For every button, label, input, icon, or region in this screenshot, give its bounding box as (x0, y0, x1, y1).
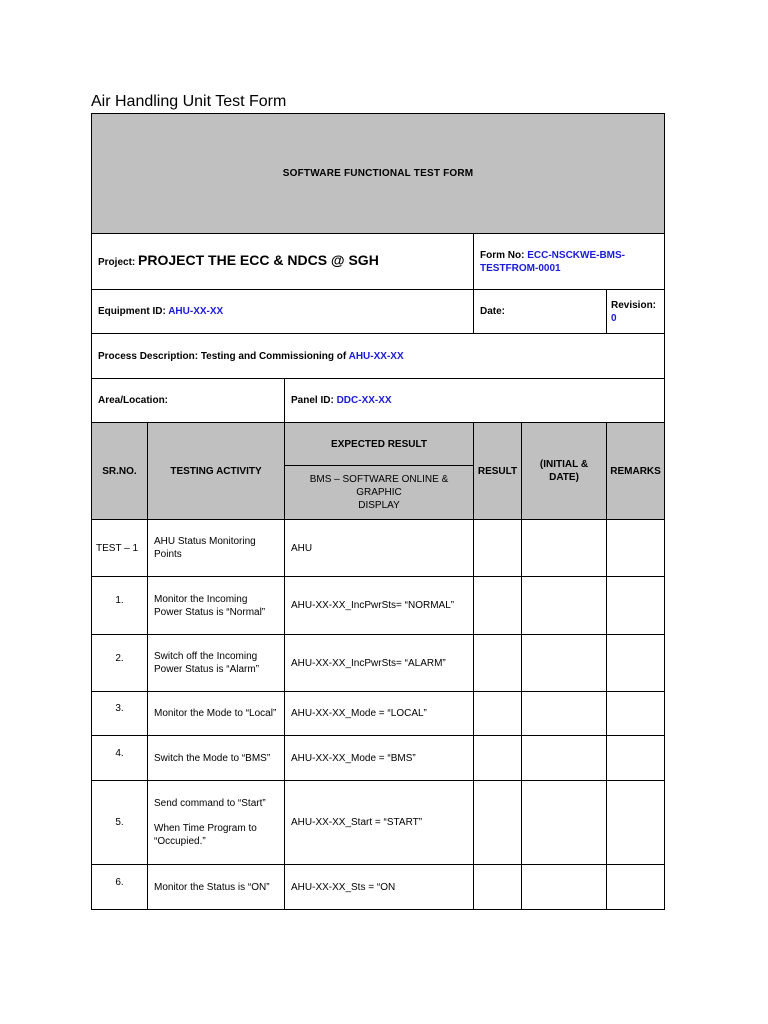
equipment-label: Equipment ID: (98, 306, 166, 317)
table-row (92, 577, 665, 635)
row-activity-line: Power Status is “Alarm” (154, 664, 260, 675)
row-remarks[interactable] (607, 781, 665, 865)
row-result[interactable] (474, 692, 522, 736)
row-sr-no (92, 781, 148, 865)
row-activity-line: Power Status is “Normal” (154, 606, 266, 618)
row-initial-date[interactable] (522, 865, 607, 910)
process-label: Process Description: Testing and Commissioning of (98, 350, 347, 362)
table-row (92, 692, 665, 736)
row-sr-no (92, 577, 148, 635)
row-sr-no-text: 3. (115, 703, 124, 714)
form-no-value-1: ECC-NSCKWE-BMS- (527, 249, 626, 261)
row-result[interactable] (474, 577, 522, 635)
row-remarks[interactable] (607, 635, 665, 692)
row-sr-no-text: 2. (115, 652, 124, 664)
row-result[interactable] (474, 736, 522, 781)
panel-cell (285, 379, 665, 423)
date-cell (474, 290, 607, 334)
row-sr-no-text: 4. (115, 747, 124, 759)
header-testing-activity: TESTING ACTIVITY (148, 423, 285, 520)
form-no-label: Form No: (480, 249, 525, 261)
equipment-value: AHU-XX-XX (168, 306, 224, 317)
row-activity-line: Monitor the Status is “ON” (154, 881, 270, 893)
row-expected: AHU (285, 520, 474, 577)
row-sr-no (92, 692, 148, 736)
equipment-cell (92, 290, 474, 334)
row-remarks[interactable] (607, 520, 665, 577)
header-expected-result: EXPECTED RESULT (285, 423, 474, 466)
row-activity (148, 865, 285, 910)
row-activity (148, 520, 285, 577)
row-activity-line: Monitor the Incoming (154, 593, 248, 605)
process-value: AHU-XX-XX (348, 350, 404, 362)
row-remarks[interactable] (607, 736, 665, 781)
header-remarks: REMARKS (607, 423, 665, 520)
project-value: PROJECT THE ECC & NDCS @ SGH (138, 252, 379, 268)
header-expected-sub (285, 466, 474, 520)
header-expected-sub-line-2: DISPLAY (358, 500, 400, 511)
row-activity-line: Send command to “Start” (154, 798, 266, 809)
date-label: Date: (480, 306, 506, 317)
row-activity-line: Monitor the Mode to “Local” (154, 708, 277, 719)
row-sr-no: TEST – 1 (92, 520, 148, 577)
form-no-cell (474, 234, 665, 290)
area-label: Area/Location: (98, 395, 169, 406)
row-expected: AHU-XX-XX_Sts = “ON (285, 865, 474, 910)
row-activity-line: When Time Program to (154, 823, 257, 834)
row-activity-line: “Occupied.” (154, 836, 206, 847)
row-sr-no (92, 635, 148, 692)
row-activity-line: Switch off the Incoming (154, 651, 258, 662)
header-result: RESULT (474, 423, 522, 520)
process-cell (92, 334, 665, 379)
project-cell (92, 234, 474, 290)
row-remarks[interactable] (607, 692, 665, 736)
row-initial-date[interactable] (522, 635, 607, 692)
row-result[interactable] (474, 635, 522, 692)
row-expected: AHU-XX-XX_IncPwrSts= “ALARM” (285, 635, 474, 692)
row-activity-line: Switch the Mode to “BMS” (154, 752, 271, 764)
row-initial-date[interactable] (522, 781, 607, 865)
page-title: Air Handling Unit Test Form (91, 93, 287, 110)
row-sr-no-text: 6. (115, 876, 124, 888)
row-activity-line: AHU Status Monitoring (154, 536, 256, 547)
row-activity (148, 692, 285, 736)
revision-value: 0 (611, 312, 617, 324)
row-result[interactable] (474, 520, 522, 577)
table-row (92, 865, 665, 910)
form-no-value-2: TESTFROM-0001 (480, 262, 561, 274)
row-expected: AHU-XX-XX_Mode = “BMS” (285, 736, 474, 781)
test-form-table (91, 113, 665, 910)
row-initial-date[interactable] (522, 520, 607, 577)
row-expected: AHU-XX-XX_IncPwrSts= “NORMAL” (285, 577, 474, 635)
table-row (92, 736, 665, 781)
row-activity (148, 577, 285, 635)
row-remarks[interactable] (607, 577, 665, 635)
panel-label: Panel ID: (291, 395, 334, 406)
row-activity-line: Points (154, 549, 182, 560)
row-sr-no (92, 865, 148, 910)
header-sr-no: SR.NO. (92, 423, 148, 520)
table-row (92, 520, 665, 577)
table-row (92, 635, 665, 692)
row-initial-date[interactable] (522, 577, 607, 635)
row-sr-no-text: 1. (115, 595, 124, 606)
row-activity (148, 635, 285, 692)
row-initial-date[interactable] (522, 736, 607, 781)
row-result[interactable] (474, 865, 522, 910)
row-sr-no (92, 736, 148, 781)
row-activity (148, 781, 285, 865)
row-expected: AHU-XX-XX_Start = “START” (285, 781, 474, 865)
row-expected: AHU-XX-XX_Mode = “LOCAL” (285, 692, 474, 736)
form-banner: SOFTWARE FUNCTIONAL TEST FORM (92, 114, 665, 234)
row-initial-date[interactable] (522, 692, 607, 736)
row-remarks[interactable] (607, 865, 665, 910)
area-cell (92, 379, 285, 423)
panel-value: DDC-XX-XX (336, 395, 392, 406)
row-result[interactable] (474, 781, 522, 865)
row-sr-no-text: 5. (115, 817, 124, 828)
header-initial-date: (INITIAL & DATE) (522, 423, 607, 520)
row-activity (148, 736, 285, 781)
revision-label: Revision: (611, 299, 657, 311)
header-expected-sub-line-1: BMS – SOFTWARE ONLINE & GRAPHIC (309, 474, 449, 498)
revision-cell (607, 290, 665, 334)
project-label: Project: (98, 257, 136, 268)
table-row (92, 781, 665, 865)
